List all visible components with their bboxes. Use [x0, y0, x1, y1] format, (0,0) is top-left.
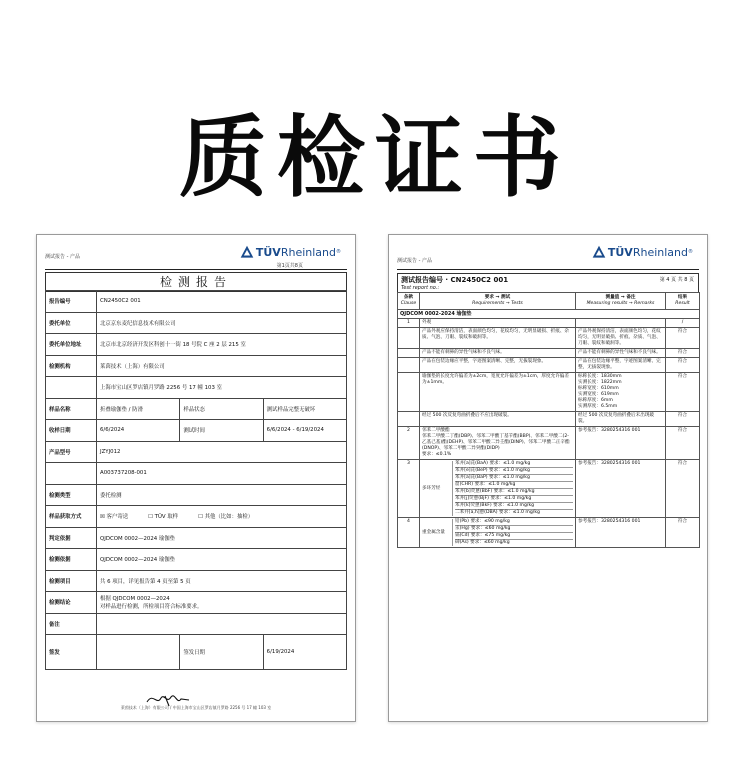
requirement-cell: 产品不能有刺鼻的异性气味和不良气味。 [420, 349, 576, 358]
measure-cell [576, 319, 666, 328]
result-row [398, 460, 700, 518]
info-value [97, 613, 347, 635]
measure-cell: 产品在包装边缘平整，字迹图案清晰、完整，无拔裂现象。 [576, 358, 666, 373]
measure-cell: 参考报告：3280254316 001 [576, 460, 666, 518]
requirement-item: 䓛(CHR) 要求：≤1.0 mg/kg [455, 482, 573, 489]
info-value [97, 570, 347, 592]
divider [397, 269, 699, 270]
requirement-item: 铅(Pb) 要求：≤90 mg/kg [455, 519, 573, 526]
info-value-text: A003737208-001 [100, 470, 147, 477]
result-row [398, 373, 700, 412]
result-cell: 符合 [666, 460, 700, 518]
info-value [97, 441, 347, 463]
info-value [97, 377, 347, 399]
info-row [46, 334, 347, 356]
info-value: 测试样品完整无破坏 [263, 398, 346, 420]
test-results-table [397, 292, 700, 548]
info-row [46, 527, 347, 549]
requirement-item: 汞(Hg) 要求：≤60 mg/kg [455, 526, 573, 533]
requirement-cell: 瑜伽垫的长度允许偏差为±2cm，宽度允许偏差为±1cm，厚度允许偏差为±1mm。 [420, 373, 576, 412]
column-header: 测量值 → 备注 Measuring results → Remarks [576, 293, 666, 310]
result-cell: 符合 [666, 328, 700, 349]
info-label [46, 377, 97, 399]
sample-source-option: ☒ 客户寄送 [100, 514, 129, 521]
info-label: 样品名称 [46, 398, 97, 420]
clause-cell [398, 373, 420, 412]
report-info-table [45, 290, 347, 670]
page-number: 第 4 页 共 8 页 [659, 277, 694, 283]
sample-source-options [97, 506, 347, 528]
info-label: 样品获取方式 [46, 506, 97, 528]
group-label: 多环芳烃 [422, 485, 441, 491]
divider [45, 269, 347, 270]
report-number-en: Test report no.: [401, 285, 440, 291]
result-cell: / [666, 319, 700, 328]
sign-date-label: 签发日期 [180, 635, 263, 670]
info-label: 测试时间 [180, 420, 263, 442]
info-value [97, 484, 347, 506]
sign-date: 6/19/2024 [263, 635, 346, 670]
info-label: 报告编号 [46, 291, 97, 313]
requirement-item: 苯并[a]芘(BaA) 要求：≤1.0 mg/kg [455, 461, 573, 468]
info-value-text: 共 6 项目，详见报告第 4 页至第 5 页 [100, 578, 191, 585]
info-value-text: 莱茵技术（上海）有限公司 [100, 363, 165, 370]
info-row [46, 441, 347, 463]
info-value-text: 北京市北京经济开发区科创十一街 18 号院 C 座 2 层 215 室 [100, 342, 246, 349]
info-value-text: 根据 QJDCOM 0002—2024 [100, 596, 170, 603]
measure-cell: 参考报告：3280254316 001 [576, 427, 666, 460]
report-cover-sheet [36, 234, 356, 722]
info-row [46, 570, 347, 592]
info-value [97, 291, 347, 313]
info-label: 产品型号 [46, 441, 97, 463]
info-value [97, 592, 347, 614]
info-value [97, 334, 347, 356]
info-row [46, 592, 347, 614]
info-value-text: JZYJ012 [100, 448, 121, 455]
info-row [46, 355, 347, 377]
info-label: 收样日期 [46, 420, 97, 442]
tuv-triangle-icon [240, 245, 254, 259]
tuv-logo: TÜV Rheinland ® [592, 245, 693, 259]
info-label: 样品状态 [180, 398, 263, 420]
tuv-triangle-icon [592, 245, 606, 259]
report-topline: 测试报告 - 产品 [45, 254, 80, 260]
clause-cell [398, 349, 420, 358]
info-value-text: 委托检测 [100, 492, 122, 499]
info-row [46, 312, 347, 334]
result-row [398, 319, 700, 328]
requirement-cell: 产品在包装边缘应平整，字迹图案清晰、完整，无拔裂现象。 [420, 358, 576, 373]
info-label: 备注 [46, 613, 97, 635]
info-label: 检测机构 [46, 355, 97, 377]
info-row [46, 291, 347, 313]
report-number-header [397, 273, 699, 293]
info-value: 6/6/2024 - 6/19/2024 [263, 420, 346, 442]
requirement-item: 苯并[b]荧蒽(BbF) 要求：≤1.0 mg/kg [455, 489, 573, 496]
info-value [97, 527, 347, 549]
result-row [398, 412, 700, 427]
result-row [398, 427, 700, 460]
clause-cell: 2 [398, 427, 420, 460]
column-header: 条款 Clause [398, 293, 420, 310]
info-value-text: 北京京东麦纪信息技术有限公司 [100, 320, 176, 327]
result-row [398, 518, 700, 548]
info-row [46, 613, 347, 635]
column-header: 结果 Result [666, 293, 700, 310]
requirement-item: 砷(As) 要求：≤60 mg/kg [455, 540, 510, 545]
sign-label: 签发 [46, 635, 97, 670]
info-label: 委托单位 [46, 312, 97, 334]
measure-cell: 标称长度：1830mm 实测长度：1822mm 标称宽度：610mm 实测宽度：619mm 标称厚度：6mm 实测厚度：6.5mm [576, 373, 666, 412]
requirement-item: 二苯并[a,h]蒽(DBA) 要求：≤1.0 mg/kg [455, 510, 540, 515]
column-header: 要求 → 测试 Requirements → Tests [420, 293, 576, 310]
info-label: 判定依据 [46, 527, 97, 549]
info-label: 委托单位地址 [46, 334, 97, 356]
test-results-sheet [388, 234, 708, 722]
info-label: 检测结论 [46, 592, 97, 614]
info-row [46, 549, 347, 571]
requirement-item: 苯并[k]荧蒽(BkF) 要求：≤1.0 mg/kg [455, 503, 573, 510]
info-value [97, 355, 347, 377]
clause-cell [398, 412, 420, 427]
info-label: 检测类型 [46, 484, 97, 506]
requirement-cell [420, 518, 576, 548]
clause-cell: 3 [398, 460, 420, 518]
requirement-cell: 产品外观应保持清洁，表面颜色均匀，花纹均匀，无明显破损、折痕、杂质、气泡、刀眼、裂纹和破洞等。 [420, 328, 576, 349]
info-row [46, 398, 347, 420]
info-label [46, 463, 97, 485]
result-cell: 符合 [666, 358, 700, 373]
report-number: 测试报告编号 · CN2450C2 001 [401, 276, 509, 284]
info-value-text: QJDCOM 0002—2024 瑜伽垫 [100, 557, 176, 564]
info-label: 检测项目 [46, 570, 97, 592]
info-label: 检测依据 [46, 549, 97, 571]
result-cell: 符合 [666, 427, 700, 460]
requirement-item: 镉(Cd) 要求：≤75 mg/kg [455, 533, 573, 540]
section-title: QJDCOM 0002-2024 瑜伽垫 [398, 310, 700, 319]
measure-cell: 经过 500 次反复弯曲折叠后未出现破裂。 [576, 412, 666, 427]
requirement-cell: 邻苯二甲酸酯 邻苯二甲酸二丁酯(DBP)、邻苯二甲酸丁基苄酯(BBP)、邻苯二甲酸二(2-乙基己基)酯(DEHP)、邻苯二甲酸二异壬酯(DINP)、邻苯二甲酸二正辛酯(DNOP)、邻苯二甲酸二异癸酯(DIDP) 要求：≤0.1% [420, 427, 576, 460]
clause-cell: 4 [398, 518, 420, 548]
report-title: 检测报告 [45, 272, 347, 292]
result-cell: 符合 [666, 373, 700, 412]
result-cell: 符合 [666, 412, 700, 427]
info-row [46, 484, 347, 506]
requirement-item: 苯并[a]芘(BaP) 要求：≤1.0 mg/kg [455, 475, 573, 482]
measure-cell: 产品不能有刺鼻的异性气味和不良气味。 [576, 349, 666, 358]
info-value [97, 463, 347, 485]
info-value: 折叠瑜伽垫 / 防滑 [97, 398, 180, 420]
requirement-cell [420, 460, 576, 518]
info-value [97, 549, 347, 571]
requirement-item: 苯并[j]荧蒽(BjF) 要求：≤1.0 mg/kg [455, 496, 573, 503]
info-value [97, 312, 347, 334]
report-topline: 测试报告 - 产品 [397, 258, 432, 264]
result-row [398, 328, 700, 349]
clause-cell: 1 [398, 319, 420, 328]
info-value-text: 对样品进行检测，所检项目符合标准要求。 [100, 604, 203, 611]
result-cell: 符合 [666, 518, 700, 548]
info-row [46, 377, 347, 399]
signature-cell [97, 635, 180, 670]
result-cell: 符合 [666, 349, 700, 358]
clause-cell [398, 358, 420, 373]
result-row [398, 349, 700, 358]
sample-source-option: ☐ 其他（比如：抽检） [198, 514, 254, 521]
sample-source-option: ☐ TÜV 取样 [148, 514, 179, 521]
info-value-text: QJDCOM 0002—2024 瑜伽垫 [100, 535, 176, 542]
info-value-text: 上海市宝山区罗店镇月罗路 2256 号 17 幢 103 室 [100, 385, 223, 392]
clause-cell [398, 328, 420, 349]
info-value: 6/6/2024 [97, 420, 180, 442]
requirement-item: 苯并[e]芘(BeP) 要求：≤1.0 mg/kg [455, 468, 573, 475]
report-footer: 莱茵技术（上海）有限公司 / 中国上海市宝山区罗店镇月罗路 2256 号 17 幢 103 室 [120, 705, 272, 710]
measure-cell: 参考报告：3280254316 001 [576, 518, 666, 548]
result-row [398, 358, 700, 373]
info-row [46, 420, 347, 442]
info-row [46, 506, 347, 528]
requirement-cell: 外观 [420, 319, 576, 328]
page-heading: 质检证书 [178, 106, 571, 209]
sign-row [46, 635, 347, 670]
tuv-logo: TÜV Rheinland ® [240, 245, 341, 259]
requirement-cell: 经过 500 次反复弯曲折叠后不应出现破裂。 [420, 412, 576, 427]
info-row [46, 463, 347, 485]
info-value-text: CN2450C2 001 [100, 298, 141, 305]
page-number: 第1页共8页 [276, 263, 303, 269]
measure-cell: 产品外观保持清洁，表面颜色均匀，花纹均匀，无明显破损、折痕、杂质、气泡、刀眼、裂纹和破洞等。 [576, 328, 666, 349]
group-label: 重金属含量 [422, 529, 445, 535]
